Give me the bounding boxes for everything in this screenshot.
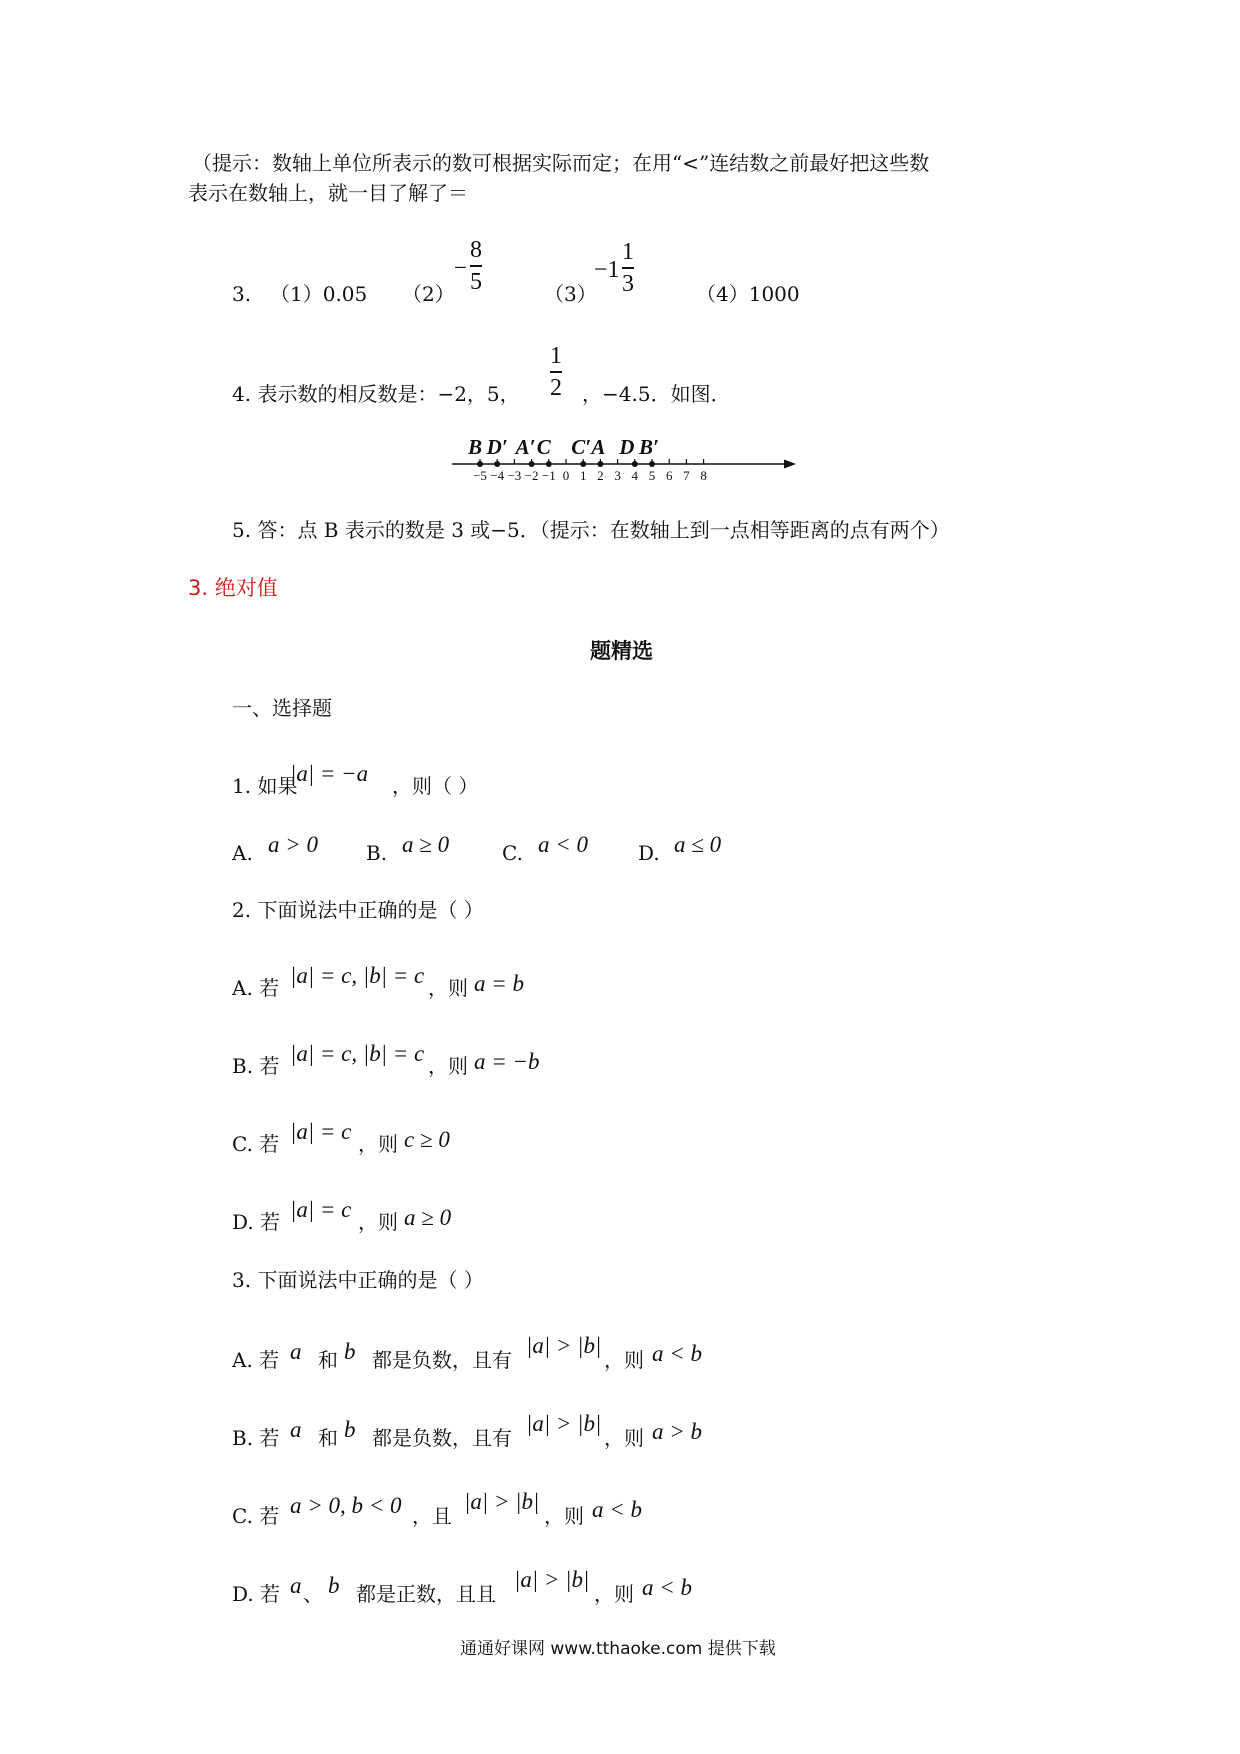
mc1-option-c-expr: a < 0 (538, 832, 589, 857)
q3-part2-sign: − (454, 255, 467, 280)
mc3-option-a-then: ，则 (604, 1348, 644, 1372)
mc3-option-b-var-b: b (344, 1417, 356, 1442)
mc3-option-d-then: ，则 (594, 1582, 634, 1606)
q3-part1: （1）0.05 (270, 282, 368, 306)
q3-part4: （4）1000 (696, 282, 800, 306)
mc3-option-c-then: ，则 (544, 1504, 584, 1528)
mc3-option-b-cond: 都是负数，且有 (372, 1426, 512, 1450)
number-line-point (632, 461, 638, 467)
mc2-option-a-expr: |a| = c, |b| = c (290, 963, 425, 988)
number-line-tick-label: 2 (597, 468, 604, 483)
hint-line-2: 表示在数轴上，就一目了解了＝ (188, 181, 468, 205)
mc2-option-c-expr: |a| = c (290, 1119, 352, 1144)
fraction-denominator: 3 (622, 270, 634, 297)
number-line-point (649, 461, 655, 467)
fraction-denominator: 5 (470, 268, 482, 295)
number-line-point (529, 461, 535, 467)
q3-part2-label: （2） (402, 282, 455, 306)
q3-part2-fraction (470, 238, 482, 294)
number-line-point-label: D (619, 435, 635, 459)
number-line-figure (440, 428, 800, 490)
mc1-option-c-label: C. (502, 841, 523, 865)
number-line-tick-label: 8 (700, 468, 707, 483)
q3-part3-fraction (622, 240, 634, 296)
number-line-point-label: C′ (571, 435, 592, 459)
mc3-option-d-expr: |a| > |b| (514, 1567, 590, 1592)
mc2-option-b-label: B. 若 (232, 1054, 280, 1078)
mc3-option-c-label: C. 若 (232, 1504, 280, 1528)
mc1-expr: |a| = −a (290, 761, 369, 786)
number-line-point-label: B′ (639, 435, 659, 459)
mc1-option-d-label: D. (638, 841, 660, 865)
number-line-point (494, 461, 500, 467)
q3-number: 3. (232, 282, 252, 306)
number-line-tick-label: 3 (614, 468, 621, 483)
number-line-arrow-icon (784, 460, 796, 469)
mc2-option-c-then: ，则 (358, 1132, 398, 1156)
mc3-option-d-sep: 、 (303, 1582, 323, 1606)
number-line-tick-label: 4 (631, 468, 639, 483)
mc2-stem: 2. 下面说法中正确的是（ ） (232, 898, 484, 922)
mc2-option-d-then: ，则 (358, 1210, 398, 1234)
fraction-bar (470, 265, 482, 267)
mc2-option-c-label: C. 若 (232, 1132, 280, 1156)
mc1-stem: 1. 如果 (232, 774, 298, 798)
mc1-option-a-label: A. (232, 841, 253, 865)
number-line-point-label: C (536, 435, 551, 459)
hint-line-1: （提示：数轴上单位所表示的数可根据实际而定；在用“<”连结数之前最好把这些数 (192, 151, 930, 175)
mc3-option-b-result: a > b (652, 1419, 703, 1444)
q5-answer: 5. 答：点 B 表示的数是 3 或−5．（提示：在数轴上到一点相等距离的点有两个） (232, 518, 950, 542)
fraction-denominator: 2 (550, 374, 562, 401)
number-line-tick-label: 1 (579, 468, 587, 483)
number-line-point-label: A′ (515, 435, 536, 459)
number-line-point-label: D′ (486, 435, 508, 459)
mc3-option-a-expr: |a| > |b| (526, 1333, 602, 1358)
mc2-option-d-expr: |a| = c (290, 1197, 352, 1222)
mc1-option-b-label: B. (366, 841, 388, 865)
mc3-option-b-label: B. 若 (232, 1426, 280, 1450)
mc3-option-d-label: D. 若 (232, 1582, 281, 1606)
mc2-option-a-label: A. 若 (232, 976, 280, 1000)
number-line-point (580, 461, 586, 467)
mc1-option-d-expr: a ≤ 0 (674, 832, 722, 857)
mc3-option-d-cond: 都是正数，且且 (356, 1582, 496, 1606)
mc3-option-a-cond: 都是负数，且有 (372, 1348, 512, 1372)
q4-fraction (550, 344, 562, 400)
number-line-point (477, 461, 483, 467)
mc2-option-c-result: c ≥ 0 (404, 1127, 450, 1152)
mc1-option-a-expr: a > 0 (268, 832, 319, 857)
number-line-tick-label: −2 (524, 468, 539, 483)
mc3-option-b-then: ，则 (604, 1426, 644, 1450)
mc1-option-b-expr: a ≥ 0 (402, 832, 450, 857)
mc3-stem: 3. 下面说法中正确的是（ ） (232, 1268, 484, 1292)
number-line-point-label: B (467, 435, 483, 459)
fraction-numerator: 8 (470, 237, 482, 263)
mc3-option-a-and: 和 (318, 1348, 338, 1372)
mc3-option-a-var-b: b (344, 1339, 356, 1364)
mc3-option-c-and: ，且 (412, 1504, 452, 1528)
q4-text-b: ，−4.5．如图． (582, 382, 731, 406)
mc3-option-b-and: 和 (318, 1426, 338, 1450)
mc1-tail: ，则（ ） (392, 774, 479, 798)
number-line-tick-label: −1 (541, 468, 556, 483)
mc2-option-d-label: D. 若 (232, 1210, 281, 1234)
q3-part3-whole: −1 (594, 257, 620, 283)
mc3-option-a-label: A. 若 (232, 1348, 280, 1372)
mc2-option-a-result: a = b (474, 971, 525, 996)
number-line-tick-label: 5 (648, 468, 656, 483)
number-line-tick-label: 6 (665, 468, 673, 483)
section-title: 3. 绝对值 (188, 576, 278, 600)
fraction-numerator: 1 (550, 343, 562, 369)
mc2-option-d-result: a ≥ 0 (404, 1205, 452, 1230)
mc3-option-d-var-b: b (328, 1573, 340, 1598)
number-line-tick-label: 0 (562, 468, 570, 483)
number-line-point-label: A (591, 435, 606, 459)
mc3-option-b-var-a: a (290, 1417, 302, 1442)
mc2-option-b-expr: |a| = c, |b| = c (290, 1041, 425, 1066)
mc2-option-a-then: ，则 (428, 976, 468, 1000)
mc3-option-c-expr: |a| > |b| (464, 1489, 540, 1514)
number-line-tick-label: 7 (683, 468, 690, 483)
fraction-numerator: 1 (622, 239, 634, 265)
mc3-option-c-cond: a > 0, b < 0 (290, 1493, 402, 1518)
number-line-point (597, 461, 603, 467)
number-line-tick-label: −3 (507, 468, 522, 483)
fraction-bar (550, 371, 562, 373)
q4-text-a: 4. 表示数的相反数是：−2，5， (232, 382, 520, 406)
part-heading: 一、选择题 (232, 696, 332, 720)
mc3-option-d-result: a < b (642, 1575, 693, 1600)
mc2-option-b-result: a = −b (474, 1049, 540, 1074)
fraction-bar (622, 267, 634, 269)
mc3-option-a-var-a: a (290, 1339, 302, 1364)
q3-part3-label: （3） (544, 282, 597, 306)
mc2-option-b-then: ，则 (428, 1054, 468, 1078)
mc3-option-d-var-a: a (290, 1573, 302, 1598)
mc3-option-c-result: a < b (592, 1497, 643, 1522)
number-line-tick-label: −5 (473, 468, 487, 483)
practice-title: 题精选 (590, 639, 653, 663)
mc3-option-a-result: a < b (652, 1341, 703, 1366)
page-footer: 通通好课网 www.tthaoke.com 提供下载 (460, 1639, 776, 1659)
number-line-tick-label: −4 (490, 468, 505, 483)
mc3-option-b-expr: |a| > |b| (526, 1411, 602, 1436)
number-line-point (546, 461, 552, 467)
